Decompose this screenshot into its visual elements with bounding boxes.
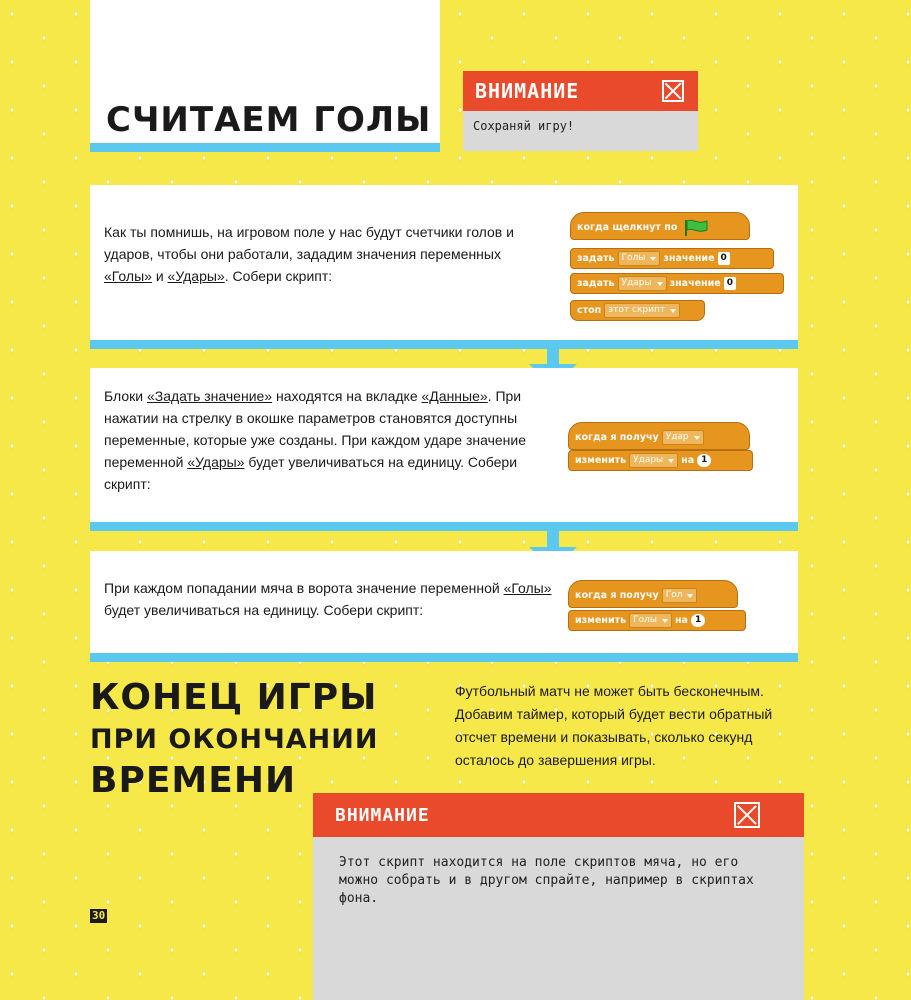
var-dropdown[interactable]: Удары — [629, 453, 678, 468]
var-dropdown[interactable]: Голы — [618, 251, 661, 266]
stop-dropdown[interactable]: этот скрипт — [604, 303, 680, 318]
warning-label: ВНИМАНИЕ — [335, 805, 430, 826]
set-goals-block[interactable]: задать Голы значение 0 — [570, 248, 774, 269]
arrow-stem — [547, 531, 559, 547]
step-text-2: Блоки «Задать значение» находятся на вкладке «Данные». При нажатии на стрелку в окошке параметров становятся доступны переменные, которые уже созданы. При каждом ударе значение переменной «Удары» будет увеличиваться на единицу. Собери скрипт: — [104, 388, 527, 492]
panel-bar — [90, 340, 798, 349]
when-receive-goal-block[interactable]: когда я получу Гол — [568, 580, 738, 608]
message-dropdown[interactable]: Гол — [662, 588, 698, 603]
step-text-1: Как ты помнишь, на игровом поле у нас будут счетчики голов и ударов, чтобы они работали, зададим значения переменных «Голы» и «Удары». Собери скрипт: — [104, 224, 514, 284]
when-flag-clicked-block[interactable]: когда щелкнут по — [570, 212, 750, 240]
stop-block[interactable]: стоп этот скрипт — [570, 300, 705, 321]
value-input[interactable]: 1 — [697, 454, 711, 467]
panel-bar — [90, 522, 798, 531]
message-dropdown[interactable]: Удар — [662, 430, 704, 445]
warning-header — [463, 71, 698, 111]
warning-header — [313, 793, 804, 837]
title-card — [90, 0, 440, 152]
panel-bar — [90, 653, 798, 662]
step-text-3: При каждом попадании мяча в ворота значение переменной «Голы» будет увеличиваться на единицу. Собери скрипт: — [104, 580, 552, 618]
warning-text: Сохраняй игру! — [473, 119, 575, 133]
value-input[interactable]: 0 — [718, 252, 730, 265]
value-input[interactable]: 1 — [691, 614, 705, 627]
close-icon — [662, 80, 684, 102]
arrow-stem — [547, 349, 559, 364]
warning-box-save — [463, 71, 698, 151]
section-title: СЧИТАЕМ ГОЛЫ — [106, 100, 432, 140]
value-input[interactable]: 0 — [724, 277, 736, 290]
warning-box-script — [313, 793, 804, 1000]
var-dropdown[interactable]: Голы — [629, 613, 672, 628]
section-intro: Футбольный матч не может быть бесконечным. Добавим таймер, который будет вести обратный отсчет времени и показывать, сколько секунд осталось до завершения игры. — [455, 683, 773, 768]
change-goals-block[interactable]: изменить Голы на 1 — [568, 610, 746, 631]
when-receive-kick-block[interactable]: когда я получу Удар — [568, 422, 750, 450]
warning-label: ВНИМАНИЕ — [475, 79, 580, 103]
green-flag-icon — [683, 219, 709, 237]
change-kicks-block[interactable]: изменить Удары на 1 — [568, 450, 753, 471]
warning-text: Этот скрипт находится на поле скриптов мяча, но его можно собрать и в другом спрайте, например в скриптах фона. — [339, 855, 754, 906]
section-title-2: КОНЕЦ ИГРЫ ПРИ ОКОНЧАНИИ ВРЕМЕНИ — [90, 677, 379, 801]
page-number: 30 — [92, 909, 106, 922]
close-icon — [734, 802, 760, 828]
set-kicks-block[interactable]: задать Удары значение 0 — [570, 273, 784, 294]
var-dropdown[interactable]: Удары — [618, 276, 667, 291]
title-accent-bar — [90, 143, 440, 152]
